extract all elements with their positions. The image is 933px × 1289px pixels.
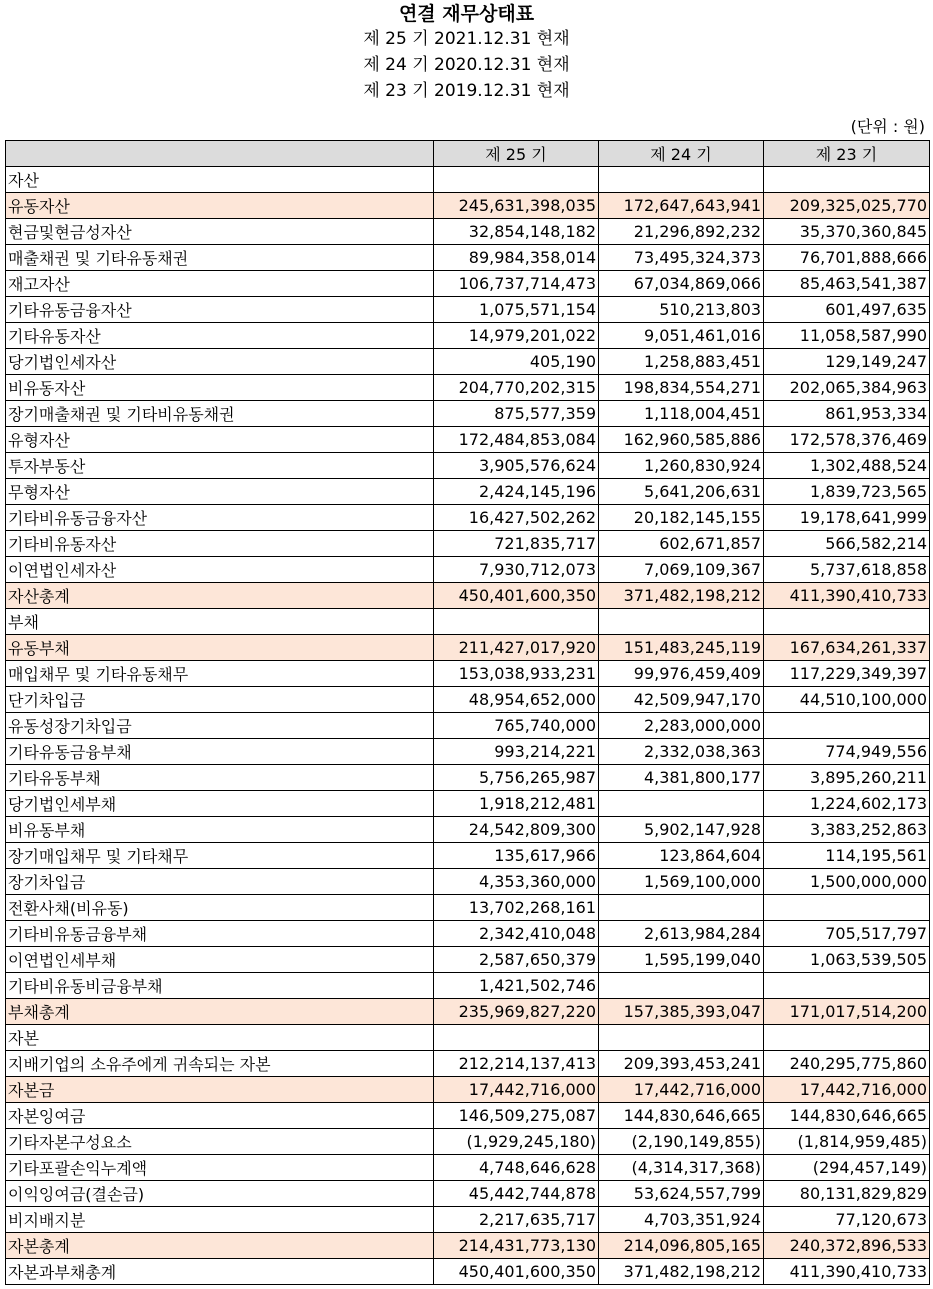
row-value-23: 240,295,775,860 — [764, 1051, 930, 1077]
row-label: 자산총계 — [6, 583, 434, 609]
row-label: 장기차입금 — [6, 869, 434, 895]
table-row — [6, 947, 930, 973]
row-value-25: 1,075,571,154 — [434, 297, 599, 323]
row-label: 기타비유동비금융부채 — [6, 973, 434, 999]
row-label: 비유동부채 — [6, 817, 434, 843]
row-label: 장기매입채무 및 기타채무 — [6, 843, 434, 869]
table-row — [6, 505, 930, 531]
row-label: 이익잉여금(결손금) — [6, 1181, 434, 1207]
row-value-23: 171,017,514,200 — [764, 999, 930, 1025]
table-row — [6, 219, 930, 245]
row-label: 매입채무 및 기타유동채무 — [6, 661, 434, 687]
table-row — [6, 869, 930, 895]
row-label: 자본 — [6, 1025, 434, 1051]
header-period-23: 제 23 기 — [764, 141, 930, 167]
row-value-25: 45,442,744,878 — [434, 1181, 599, 1207]
row-value-24: 123,864,604 — [599, 843, 764, 869]
row-value-24: 5,902,147,928 — [599, 817, 764, 843]
unit-label: (단위 : 원) — [850, 117, 925, 136]
table-row — [6, 1259, 930, 1285]
row-value-24: 209,393,453,241 — [599, 1051, 764, 1077]
table-row — [6, 895, 930, 921]
table-row — [6, 349, 930, 375]
table-row — [6, 687, 930, 713]
row-value-24: 371,482,198,212 — [599, 1259, 764, 1285]
row-value-23: 76,701,888,666 — [764, 245, 930, 271]
statement-header — [0, 0, 933, 104]
row-label: 기타비유동금융부채 — [6, 921, 434, 947]
table-row — [6, 1155, 930, 1181]
row-value-23: 240,372,896,533 — [764, 1233, 930, 1259]
row-label: 투자부동산 — [6, 453, 434, 479]
row-value-25: 993,214,221 — [434, 739, 599, 765]
table-row — [6, 739, 930, 765]
row-label: 유동자산 — [6, 193, 434, 219]
row-value-25: 172,484,853,084 — [434, 427, 599, 453]
row-value-23 — [764, 895, 930, 921]
row-value-25: 1,421,502,746 — [434, 973, 599, 999]
row-value-23: 1,839,723,565 — [764, 479, 930, 505]
row-label: 기타비유동금융자산 — [6, 505, 434, 531]
row-value-23: 861,953,334 — [764, 401, 930, 427]
period-line-23: 제 23 기 2019.12.31 현재 — [363, 81, 570, 101]
row-value-24: 151,483,245,119 — [599, 635, 764, 661]
row-value-23 — [764, 1025, 930, 1051]
row-value-25: 1,918,212,481 — [434, 791, 599, 817]
table-row — [6, 323, 930, 349]
row-label: 이연법인세자산 — [6, 557, 434, 583]
row-value-25: 5,756,265,987 — [434, 765, 599, 791]
period-line-25: 제 25 기 2021.12.31 현재 — [363, 29, 570, 49]
row-value-24 — [599, 1025, 764, 1051]
row-label: 부채총계 — [6, 999, 434, 1025]
table-row — [6, 921, 930, 947]
period-line-24: 제 24 기 2020.12.31 현재 — [363, 55, 570, 75]
row-value-24: 510,213,803 — [599, 297, 764, 323]
table-row — [6, 1025, 930, 1051]
row-value-24: 214,096,805,165 — [599, 1233, 764, 1259]
row-label: 장기매출채권 및 기타비유동채권 — [6, 401, 434, 427]
table-row — [6, 1051, 930, 1077]
table-header-row — [6, 141, 930, 167]
row-value-25: 405,190 — [434, 349, 599, 375]
row-label: 기타포괄손익누계액 — [6, 1155, 434, 1181]
table-row — [6, 713, 930, 739]
row-label: 이연법인세부채 — [6, 947, 434, 973]
row-value-24: 2,283,000,000 — [599, 713, 764, 739]
table-row — [6, 453, 930, 479]
table-row — [6, 167, 930, 193]
row-label: 당기법인세자산 — [6, 349, 434, 375]
row-value-25: 13,702,268,161 — [434, 895, 599, 921]
row-label: 기타유동금융부채 — [6, 739, 434, 765]
row-value-23: 202,065,384,963 — [764, 375, 930, 401]
row-value-24 — [599, 791, 764, 817]
row-label: 자본총계 — [6, 1233, 434, 1259]
row-value-25: 2,217,635,717 — [434, 1207, 599, 1233]
row-value-25 — [434, 1025, 599, 1051]
row-value-24: 42,509,947,170 — [599, 687, 764, 713]
row-label: 무형자산 — [6, 479, 434, 505]
row-value-23: 774,949,556 — [764, 739, 930, 765]
row-value-25: 146,509,275,087 — [434, 1103, 599, 1129]
row-value-25: 875,577,359 — [434, 401, 599, 427]
row-value-24: 21,296,892,232 — [599, 219, 764, 245]
row-label: 유동부채 — [6, 635, 434, 661]
table-row — [6, 193, 930, 219]
table-row — [6, 375, 930, 401]
row-value-25: 721,835,717 — [434, 531, 599, 557]
row-value-25: 3,905,576,624 — [434, 453, 599, 479]
row-value-24: 157,385,393,047 — [599, 999, 764, 1025]
table-row — [6, 1181, 930, 1207]
table-row — [6, 245, 930, 271]
row-value-24: 2,332,038,363 — [599, 739, 764, 765]
row-value-24: 2,613,984,284 — [599, 921, 764, 947]
row-value-24: 4,703,351,924 — [599, 1207, 764, 1233]
row-value-25: (1,929,245,180) — [434, 1129, 599, 1155]
table-row — [6, 271, 930, 297]
row-label: 현금및현금성자산 — [6, 219, 434, 245]
row-value-25: 450,401,600,350 — [434, 583, 599, 609]
row-value-25: 204,770,202,315 — [434, 375, 599, 401]
row-value-23 — [764, 609, 930, 635]
row-value-23: 3,383,252,863 — [764, 817, 930, 843]
row-value-25: 450,401,600,350 — [434, 1259, 599, 1285]
row-value-23 — [764, 167, 930, 193]
table-row — [6, 661, 930, 687]
row-value-25: 135,617,966 — [434, 843, 599, 869]
row-label: 비지배지분 — [6, 1207, 434, 1233]
table-row — [6, 973, 930, 999]
row-value-24: 9,051,461,016 — [599, 323, 764, 349]
row-value-23: 5,737,618,858 — [764, 557, 930, 583]
row-label: 전환사채(비유동) — [6, 895, 434, 921]
row-label: 단기차입금 — [6, 687, 434, 713]
row-value-23: 44,510,100,000 — [764, 687, 930, 713]
table-body — [6, 167, 930, 1285]
table-row — [6, 583, 930, 609]
row-label: 재고자산 — [6, 271, 434, 297]
row-value-23 — [764, 713, 930, 739]
row-label: 자본잉여금 — [6, 1103, 434, 1129]
row-value-25: 2,342,410,048 — [434, 921, 599, 947]
row-value-24: 4,381,800,177 — [599, 765, 764, 791]
statement-title: 연결 재무상태표 — [398, 3, 535, 25]
row-value-25: 245,631,398,035 — [434, 193, 599, 219]
table-row — [6, 791, 930, 817]
table-row — [6, 817, 930, 843]
row-value-25: 24,542,809,300 — [434, 817, 599, 843]
row-value-24: 1,569,100,000 — [599, 869, 764, 895]
row-value-24: 1,595,199,040 — [599, 947, 764, 973]
row-value-23: 172,578,376,469 — [764, 427, 930, 453]
table-row — [6, 557, 930, 583]
row-value-25: 106,737,714,473 — [434, 271, 599, 297]
row-value-24: 371,482,198,212 — [599, 583, 764, 609]
table-row — [6, 297, 930, 323]
row-value-25: 2,424,145,196 — [434, 479, 599, 505]
row-value-25 — [434, 609, 599, 635]
row-value-24: 172,647,643,941 — [599, 193, 764, 219]
table-row — [6, 999, 930, 1025]
row-value-23: (294,457,149) — [764, 1155, 930, 1181]
row-value-24: 67,034,869,066 — [599, 271, 764, 297]
row-value-25: 7,930,712,073 — [434, 557, 599, 583]
table-row — [6, 531, 930, 557]
row-value-24: (2,190,149,855) — [599, 1129, 764, 1155]
row-label: 부채 — [6, 609, 434, 635]
row-value-23: 144,830,646,665 — [764, 1103, 930, 1129]
row-value-23: 17,442,716,000 — [764, 1077, 930, 1103]
row-label: 자본금 — [6, 1077, 434, 1103]
row-value-24: 1,118,004,451 — [599, 401, 764, 427]
row-value-25: 4,353,360,000 — [434, 869, 599, 895]
row-value-25: 89,984,358,014 — [434, 245, 599, 271]
row-label: 비유동자산 — [6, 375, 434, 401]
row-value-23: 11,058,587,990 — [764, 323, 930, 349]
row-label: 매출채권 및 기타유동채권 — [6, 245, 434, 271]
table-row — [6, 609, 930, 635]
header-item-column — [6, 141, 434, 167]
row-value-24: 602,671,857 — [599, 531, 764, 557]
row-value-24: 198,834,554,271 — [599, 375, 764, 401]
row-value-24: 99,976,459,409 — [599, 661, 764, 687]
row-value-25: 2,587,650,379 — [434, 947, 599, 973]
row-value-23: 1,500,000,000 — [764, 869, 930, 895]
row-value-24: 1,258,883,451 — [599, 349, 764, 375]
row-value-25: 48,954,652,000 — [434, 687, 599, 713]
row-value-24: 144,830,646,665 — [599, 1103, 764, 1129]
row-label: 기타비유동자산 — [6, 531, 434, 557]
row-value-23: 117,229,349,397 — [764, 661, 930, 687]
row-label: 자산 — [6, 167, 434, 193]
row-value-24: 73,495,324,373 — [599, 245, 764, 271]
row-value-24: 162,960,585,886 — [599, 427, 764, 453]
row-value-24: 53,624,557,799 — [599, 1181, 764, 1207]
table-row — [6, 843, 930, 869]
row-label: 유형자산 — [6, 427, 434, 453]
row-label: 당기법인세부채 — [6, 791, 434, 817]
row-value-25: 32,854,148,182 — [434, 219, 599, 245]
row-value-23: 705,517,797 — [764, 921, 930, 947]
row-value-25: 765,740,000 — [434, 713, 599, 739]
row-value-24 — [599, 609, 764, 635]
row-value-23: 114,195,561 — [764, 843, 930, 869]
row-value-25: 14,979,201,022 — [434, 323, 599, 349]
row-value-23: 1,224,602,173 — [764, 791, 930, 817]
row-value-24: 17,442,716,000 — [599, 1077, 764, 1103]
row-value-25: 214,431,773,130 — [434, 1233, 599, 1259]
row-label: 기타유동자산 — [6, 323, 434, 349]
table-row — [6, 765, 930, 791]
row-value-23: 411,390,410,733 — [764, 583, 930, 609]
row-value-25 — [434, 167, 599, 193]
row-value-23: 35,370,360,845 — [764, 219, 930, 245]
row-value-24: 7,069,109,367 — [599, 557, 764, 583]
row-value-23: 411,390,410,733 — [764, 1259, 930, 1285]
table-row — [6, 427, 930, 453]
row-value-24 — [599, 973, 764, 999]
row-value-23: 167,634,261,337 — [764, 635, 930, 661]
header-period-24: 제 24 기 — [599, 141, 764, 167]
row-value-24: (4,314,317,368) — [599, 1155, 764, 1181]
row-value-24 — [599, 895, 764, 921]
row-value-25: 212,214,137,413 — [434, 1051, 599, 1077]
row-value-23: 85,463,541,387 — [764, 271, 930, 297]
row-value-25: 235,969,827,220 — [434, 999, 599, 1025]
row-value-23: 601,497,635 — [764, 297, 930, 323]
row-value-23: 1,063,539,505 — [764, 947, 930, 973]
row-value-23: 19,178,641,999 — [764, 505, 930, 531]
row-value-25: 211,427,017,920 — [434, 635, 599, 661]
table-row — [6, 401, 930, 427]
row-value-23: 3,895,260,211 — [764, 765, 930, 791]
row-label: 기타유동금융자산 — [6, 297, 434, 323]
row-label: 기타자본구성요소 — [6, 1129, 434, 1155]
row-value-24: 5,641,206,631 — [599, 479, 764, 505]
row-value-23 — [764, 973, 930, 999]
row-value-25: 16,427,502,262 — [434, 505, 599, 531]
table-row — [6, 479, 930, 505]
balance-sheet-table — [5, 140, 930, 1285]
row-value-23: 566,582,214 — [764, 531, 930, 557]
row-value-23: 77,120,673 — [764, 1207, 930, 1233]
row-value-25: 4,748,646,628 — [434, 1155, 599, 1181]
row-label: 유동성장기차입금 — [6, 713, 434, 739]
row-value-24: 20,182,145,155 — [599, 505, 764, 531]
row-value-24 — [599, 167, 764, 193]
row-value-23: (1,814,959,485) — [764, 1129, 930, 1155]
row-value-24: 1,260,830,924 — [599, 453, 764, 479]
row-value-23: 1,302,488,524 — [764, 453, 930, 479]
row-value-23: 209,325,025,770 — [764, 193, 930, 219]
table-row — [6, 1103, 930, 1129]
row-label: 기타유동부채 — [6, 765, 434, 791]
row-value-23: 129,149,247 — [764, 349, 930, 375]
table-row — [6, 635, 930, 661]
header-period-25: 제 25 기 — [434, 141, 599, 167]
row-label: 자본과부채총계 — [6, 1259, 434, 1285]
row-value-25: 17,442,716,000 — [434, 1077, 599, 1103]
table-row — [6, 1077, 930, 1103]
table-row — [6, 1233, 930, 1259]
table-row — [6, 1207, 930, 1233]
row-label: 지배기업의 소유주에게 귀속되는 자본 — [6, 1051, 434, 1077]
row-value-23: 80,131,829,829 — [764, 1181, 930, 1207]
table-row — [6, 1129, 930, 1155]
row-value-25: 153,038,933,231 — [434, 661, 599, 687]
